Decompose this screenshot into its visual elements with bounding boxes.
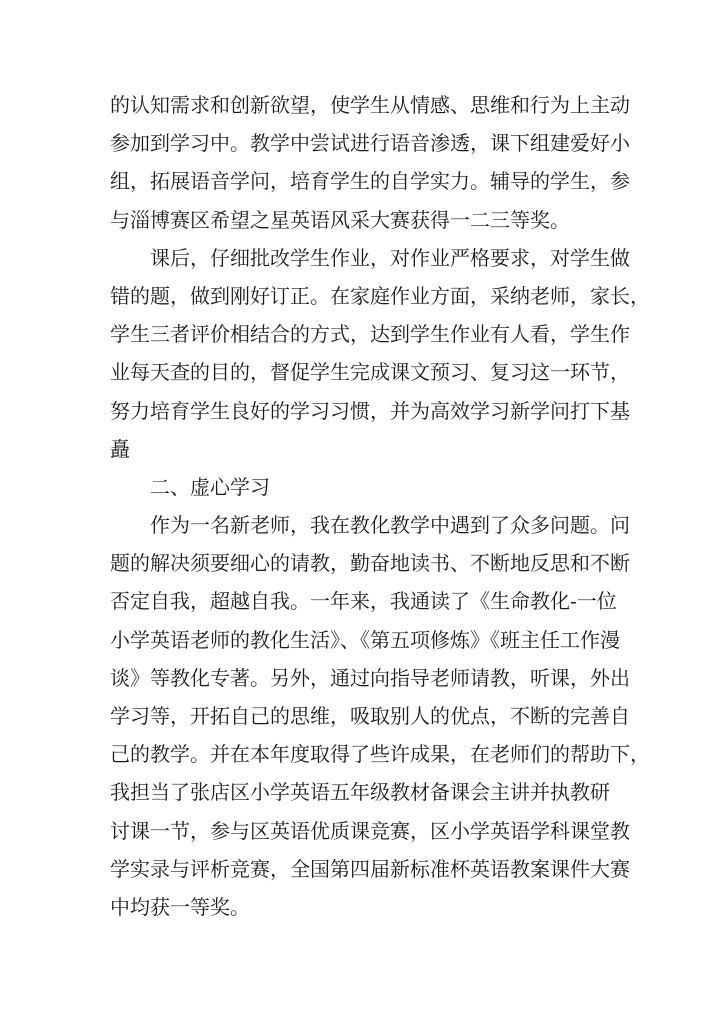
text-line: 学实录与评析竞赛，全国第四届新标准杯英语教案课件大赛 bbox=[110, 856, 630, 881]
text-line: 学生三者评价相结合的方式，达到学生作业有人看，学生作 bbox=[110, 322, 630, 347]
text-line: 否定自我，超越自我。一年来，我通读了《生命教化-一位 bbox=[110, 589, 617, 614]
paragraph-start-line: 课后，仔细批改学生作业，对作业严格要求，对学生做 bbox=[150, 245, 630, 270]
text-line: 的认知需求和创新欲望，使学生从情感、思维和行为上主动 bbox=[110, 93, 630, 117]
paragraph-start-line: 作为一名新老师，我在教化教学中遇到了众多问题。问 bbox=[150, 513, 630, 538]
document-body bbox=[110, 86, 650, 926]
text-line: 矗 bbox=[110, 436, 130, 461]
text-line: 己的教学。并在本年度取得了些许成果，在老师们的帮助下， bbox=[110, 742, 650, 767]
text-line: 讨课一节，参与区英语优质课竞赛，区小学英语学科课堂教 bbox=[110, 818, 630, 843]
text-line: 努力培育学生良好的学习习惯，并为高效学习新学问打下基 bbox=[110, 398, 630, 423]
text-line: 错的题，做到刚好订正。在家庭作业方面，采纳老师，家长， bbox=[110, 283, 650, 308]
text-line: 谈》等教化专著。另外，通过向指导老师请教，听课，外出 bbox=[110, 665, 630, 690]
text-line: 组，拓展语音学问，培育学生的自学实力。辅导的学生，参 bbox=[110, 169, 630, 194]
text-line: 参加到学习中。教学中尝试进行语音渗透，课下组建爱好小 bbox=[110, 131, 630, 156]
text-line: 题的解决须要细心的请教，勤奋地读书、不断地反思和不断 bbox=[110, 551, 630, 576]
section-heading: 二、虚心学习 bbox=[150, 474, 270, 499]
text-line: 业每天查的目的，督促学生完成课文预习、复习这一环节， bbox=[110, 360, 630, 385]
text-line: 与淄博赛区希望之星英语风采大赛获得一二三等奖。 bbox=[110, 207, 570, 232]
text-line: 小学英语老师的教化生活》、《第五项修炼》《班主任工作漫 bbox=[110, 627, 620, 652]
text-line: 中均获一等奖。 bbox=[110, 894, 250, 919]
text-line: 我担当了张店区小学英语五年级教材备课会主讲并执教研 bbox=[110, 780, 610, 805]
text-line: 学习等，开拓自己的思维，吸取别人的优点，不断的完善自 bbox=[110, 704, 630, 728]
